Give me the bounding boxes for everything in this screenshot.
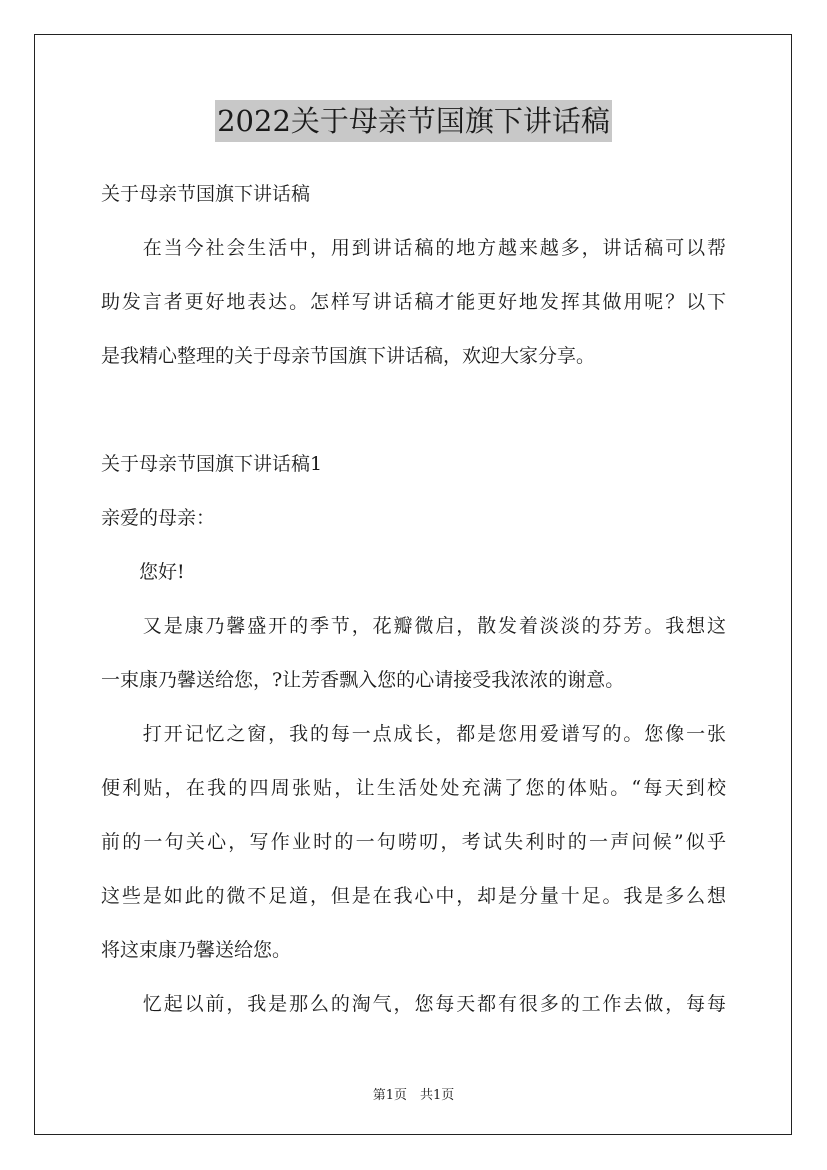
paragraph-line: 打开记忆之窗，我的每一点成长，都是您用爱谱写的。您像一张 — [101, 723, 726, 745]
document-subtitle: 关于母亲节国旗下讲话稿 — [101, 183, 311, 205]
paragraph-line: 这些是如此的微不足道，但是在我心中，却是分量十足。我是多么想 — [101, 885, 726, 907]
paragraph-line: 一束康乃馨送给您，?让芳香飘入您的心请接受我浓浓的谢意。 — [101, 669, 625, 691]
paragraph-line: 将这束康乃馨送给您。 — [101, 939, 292, 961]
paragraph-line: 是我精心整理的关于母亲节国旗下讲话稿，欢迎大家分享。 — [101, 345, 596, 367]
page-number: 第1页 共1页 — [372, 1088, 455, 1103]
paragraph-line: 前的一句关心，写作业时的一句唠叨，考试失利时的一声问候”似乎 — [101, 831, 726, 853]
paragraph-line: 忆起以前，我是那么的淘气，您每天都有很多的工作去做，每每 — [101, 993, 726, 1015]
paragraph-line: 又是康乃馨盛开的季节，花瓣微启，散发着淡淡的芬芳。我想这 — [101, 615, 726, 637]
section-heading: 关于母亲节国旗下讲话稿1 — [101, 453, 323, 475]
salutation: 亲爱的母亲： — [101, 507, 216, 529]
greeting: 您好! — [101, 561, 185, 583]
title-text: 2022关于母亲节国旗下讲话稿 — [215, 100, 612, 142]
page-footer — [0, 1084, 827, 1103]
paragraph-line: 便利贴，在我的四周张贴，让生活处处充满了您的体贴。“每天到校 — [101, 777, 726, 799]
paragraph-line: 助发言者更好地表达。怎样写讲话稿才能更好地发挥其做用呢？以下 — [101, 291, 726, 313]
paragraph-line: 在当今社会生活中，用到讲话稿的地方越来越多，讲话稿可以帮 — [101, 237, 726, 259]
document-title — [0, 100, 827, 142]
